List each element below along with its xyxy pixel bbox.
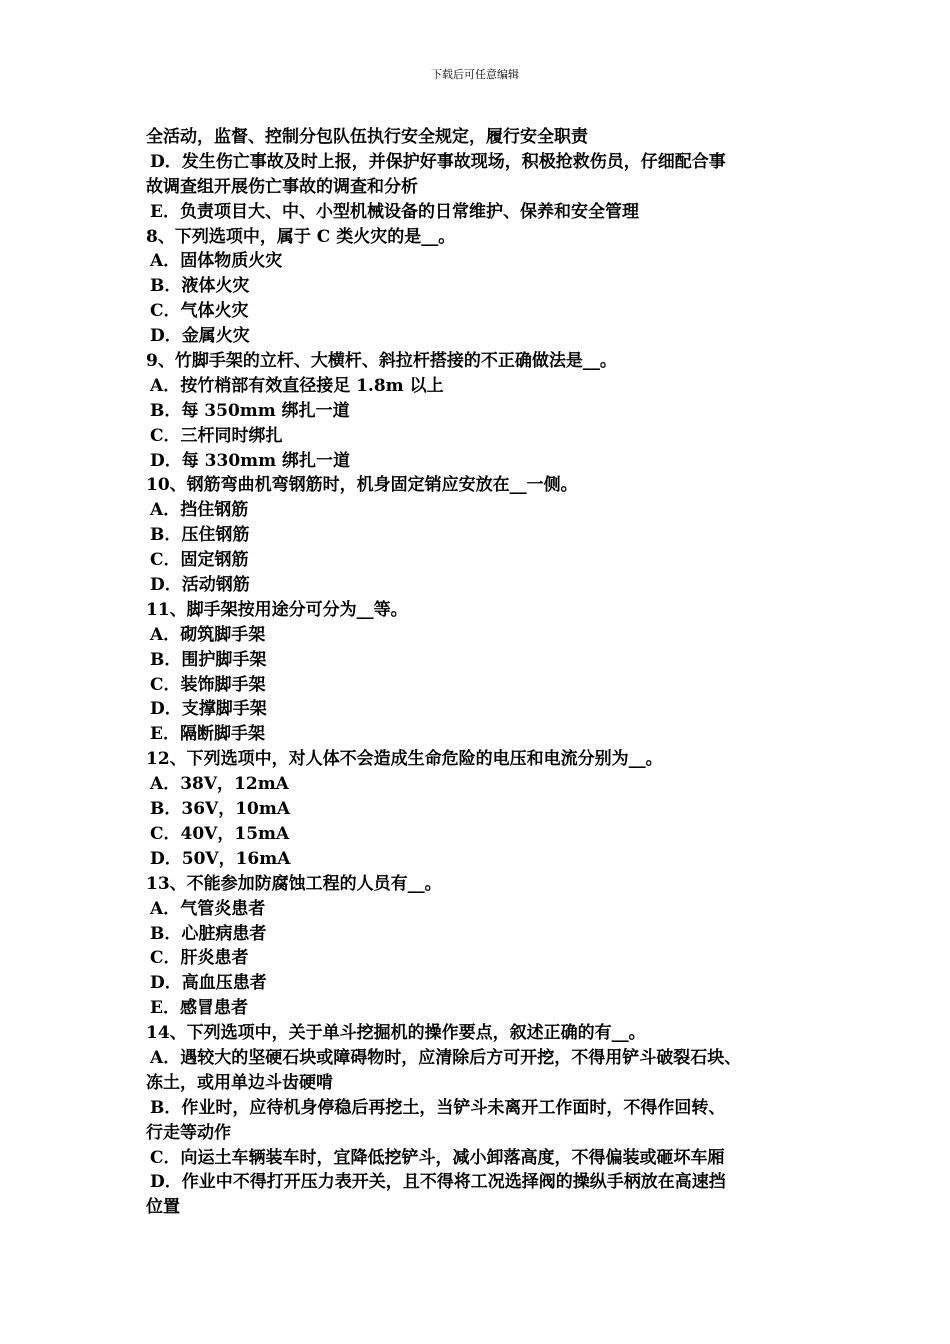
option-line: A．气管炎患者: [150, 898, 266, 919]
option-line: D．支撑脚手架: [150, 699, 267, 720]
option-line: A．挡住钢筋: [150, 500, 249, 521]
option-line: E．隔断脚手架: [150, 724, 265, 745]
option-line: D．50V，16mA: [150, 848, 291, 869]
page-header: 下载后可任意编辑: [431, 68, 519, 81]
option-line: B．液体火灾: [150, 276, 250, 297]
option-line: C．40V，15mA: [150, 823, 290, 844]
option-line: C．肝炎患者: [150, 948, 249, 969]
option-line: B．作业时，应待机身停稳后再挖土，当铲斗未离开工作面时，不得作回转、: [150, 1097, 726, 1118]
continuation-line: 冻土，或用单边斗齿硬啃: [146, 1072, 333, 1093]
continuation-line: 全活动，监督、控制分包队伍执行安全规定，履行安全职责: [146, 127, 588, 147]
option-line: B．围护脚手架: [150, 649, 267, 670]
option-line: D．金属火灾: [150, 326, 250, 347]
continuation-line: 故调查组开展伤亡事故的调查和分析: [146, 176, 418, 197]
document-body: [146, 125, 826, 1220]
question-line: 14、下列选项中，关于单斗挖掘机的操作要点，叙述正确的有__。: [146, 1023, 646, 1044]
option-line: A．砌筑脚手架: [150, 624, 266, 645]
option-line: D．每 330mm 绑扎一道: [150, 450, 351, 471]
option-line: E．负责项目大、中、小型机械设备的日常维护、保养和安全管理: [150, 201, 639, 222]
question-line: 8、下列选项中，属于 C 类火灾的是__。: [146, 226, 456, 247]
question-line: 11、脚手架按用途分可分为__等。: [146, 599, 408, 620]
option-line: A．固体物质火灾: [150, 251, 283, 272]
question-line: 10、钢筋弯曲机弯钢筋时，机身固定销应安放在__一侧。: [146, 475, 578, 496]
question-line: 12、下列选项中，对人体不会造成生命危险的电压和电流分别为__。: [146, 749, 663, 770]
option-line: C．向运土车辆装车时，宜降低挖铲斗，减小卸落高度，不得偏装或砸坏车厢: [150, 1147, 725, 1168]
continuation-line: 行走等动作: [146, 1122, 231, 1143]
option-line: D．高血压患者: [150, 973, 267, 994]
option-line: A．38V，12mA: [150, 774, 289, 795]
option-line: C．气体火灾: [150, 301, 249, 322]
option-line: A．遇较大的坚硬石块或障碍物时，应清除后方可开挖，不得用铲斗破裂石块、: [150, 1047, 742, 1068]
question-line: 9、竹脚手架的立杆、大横杆、斜拉杆搭接的不正确做法是__。: [146, 351, 617, 372]
option-line: D．发生伤亡事故及时上报，并保护好事故现场，积极抢救伤员，仔细配合事: [150, 151, 726, 172]
option-line: B．压住钢筋: [150, 525, 250, 546]
option-line: D．作业中不得打开压力表开关，且不得将工况选择阀的操纵手柄放在高速挡: [150, 1172, 726, 1193]
option-line: C．三杆同时绑扎: [150, 425, 283, 446]
option-line: E．感冒患者: [150, 998, 248, 1019]
option-line: C．固定钢筋: [150, 550, 249, 571]
option-line: C．装饰脚手架: [150, 674, 266, 695]
option-line: B．心脏病患者: [150, 923, 267, 944]
option-line: B．36V，10mA: [150, 799, 291, 820]
question-line: 13、不能参加防腐蚀工程的人员有__。: [146, 873, 442, 894]
continuation-line: 位置: [146, 1197, 180, 1218]
option-line: D．活动钢筋: [150, 575, 250, 596]
option-line: B．每 350mm 绑扎一道: [150, 400, 350, 421]
option-line: A．按竹梢部有效直径接足 1.8m 以上: [150, 375, 444, 396]
